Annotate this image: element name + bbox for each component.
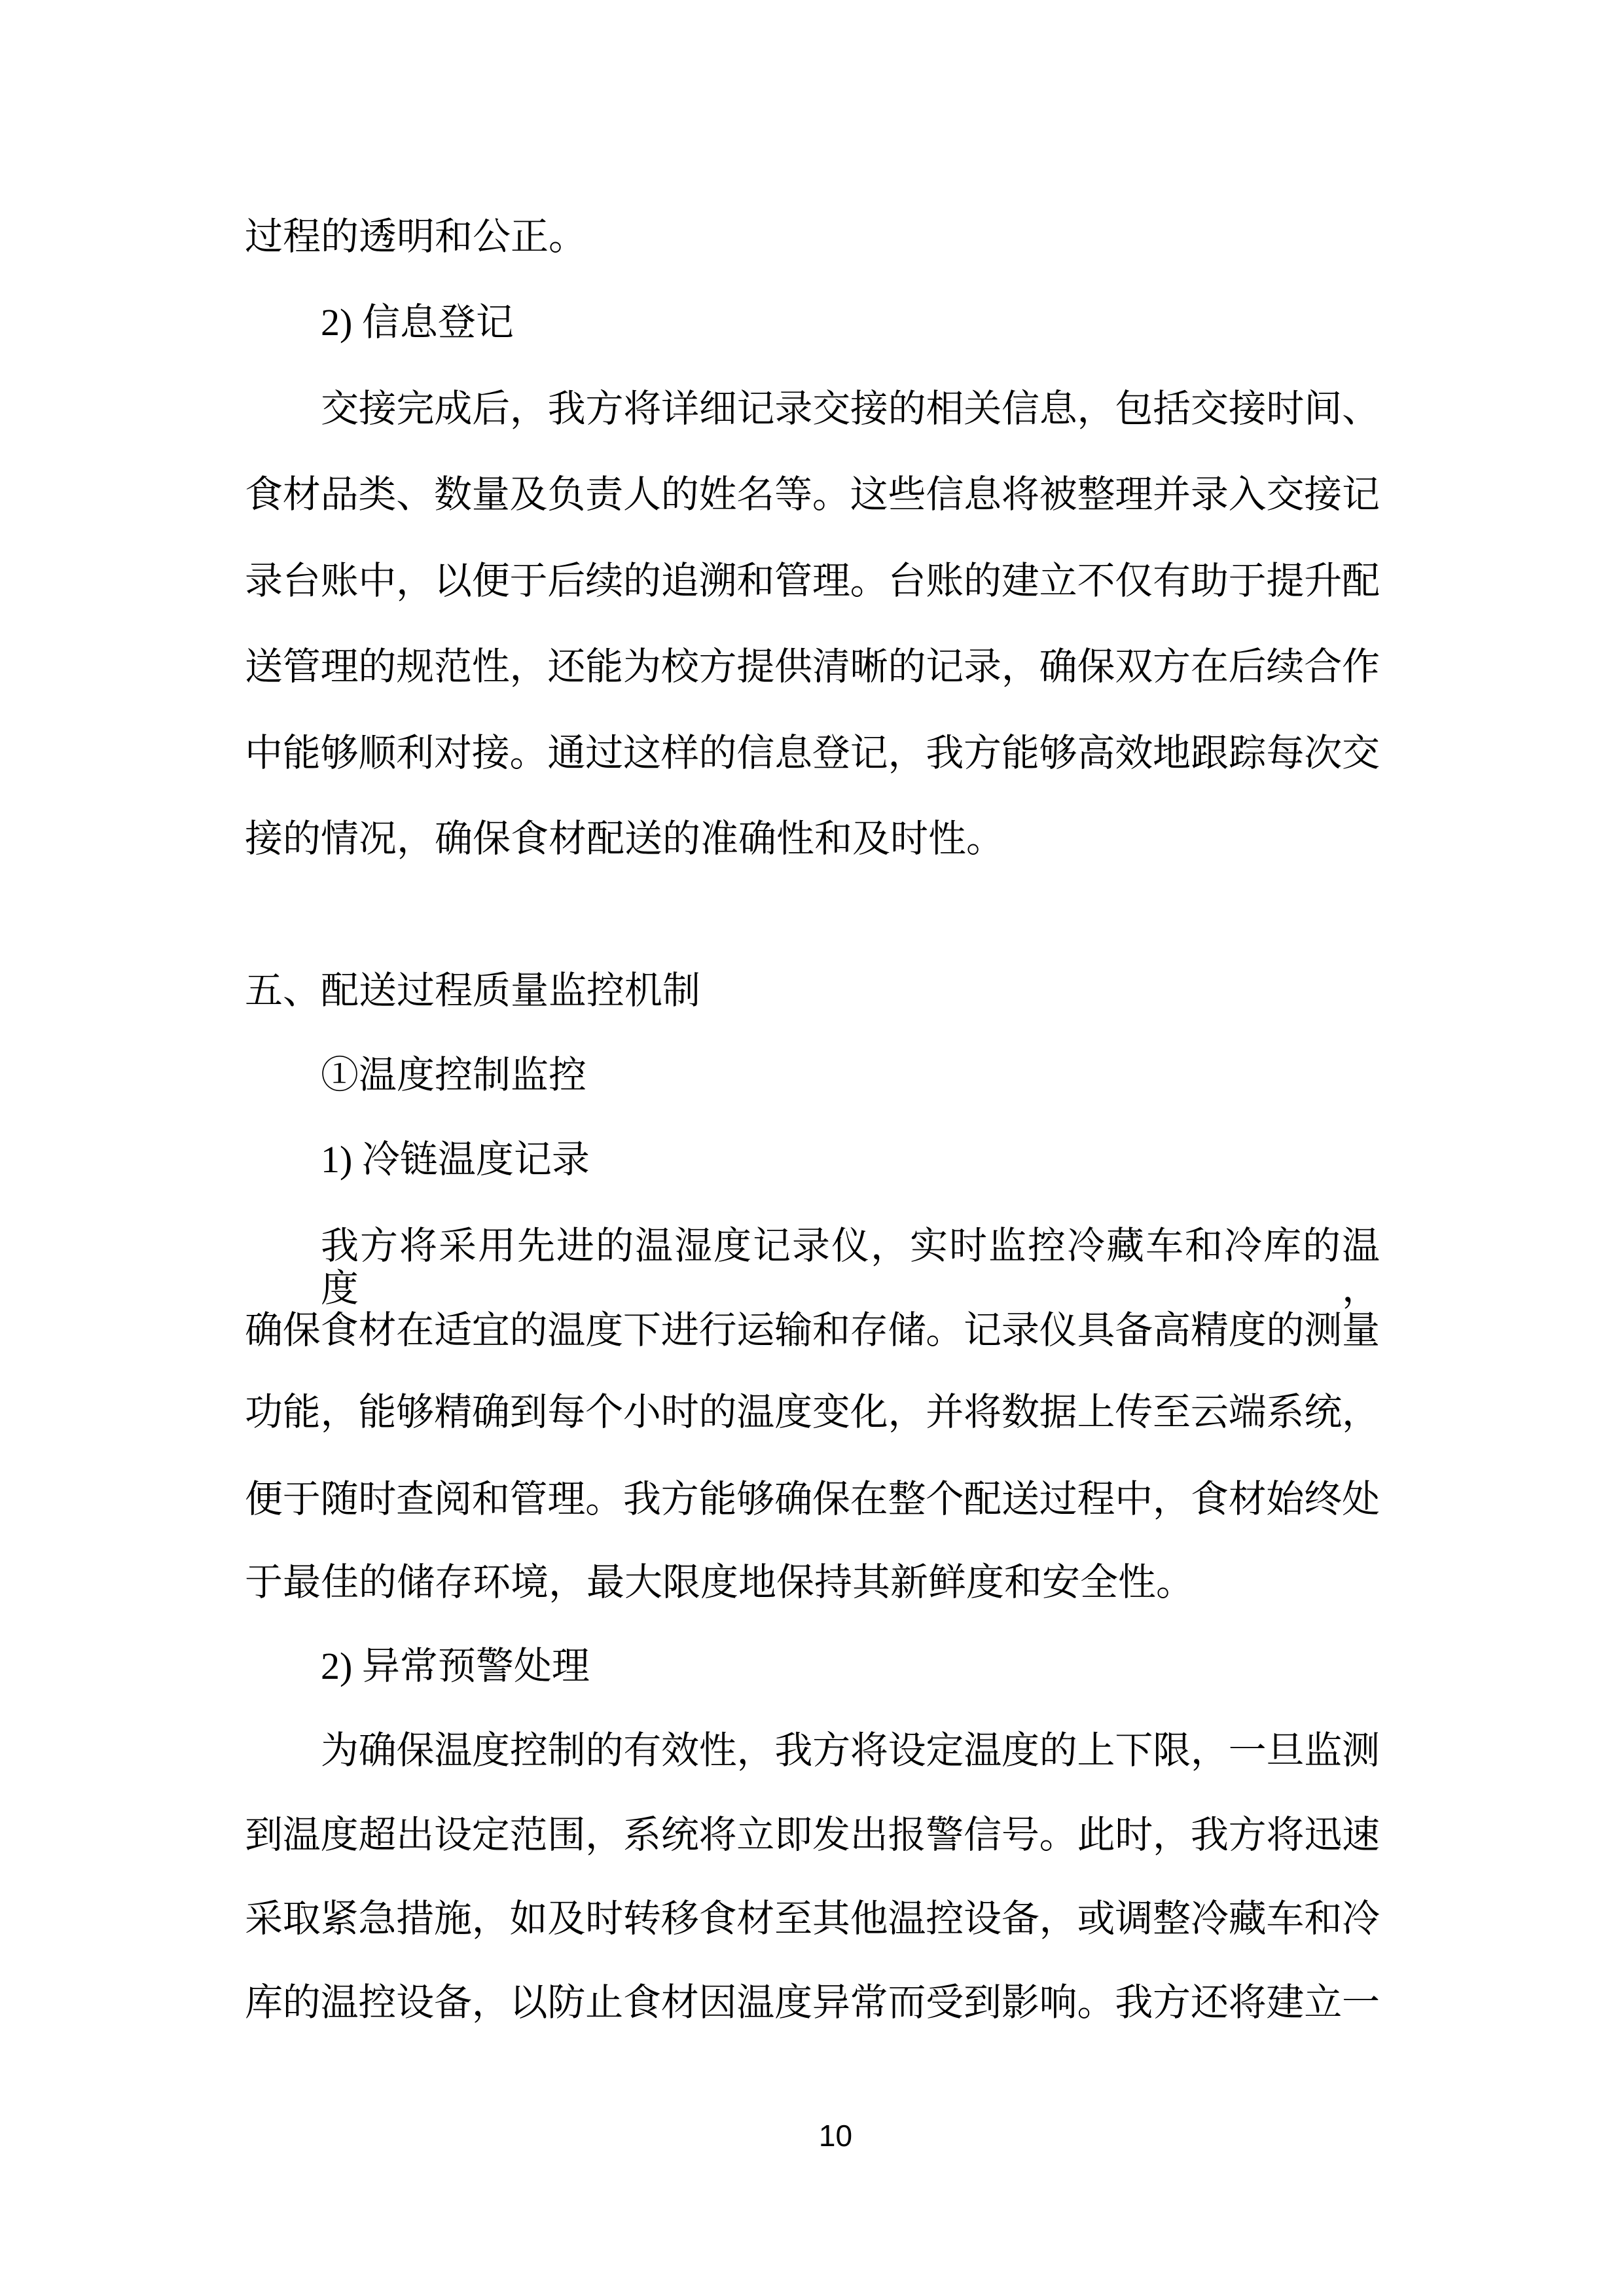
body-line: 功能，能够精确到每个小时的温度变化，并将数据上传至云端系统， <box>245 1391 1379 1433</box>
body-line-subheading: 1) 冷链温度记录 <box>321 1138 590 1181</box>
body-line: 于最佳的储存环境，最大限度地保持其新鲜度和安全性。 <box>245 1561 1195 1604</box>
body-line: 采取紧急措施，如及时转移食材至其他温控设备，或调整冷藏车和冷 <box>245 1897 1379 1940</box>
body-line: 库的温控设备，以防止食材因温度异常而受到影响。我方还将建立一 <box>245 1981 1379 2024</box>
body-line: 我方将采用先进的温湿度记录仪，实时监控冷藏车和冷库的温度， <box>321 1225 1379 1310</box>
body-line: 便于随时查阅和管理。我方能够确保在整个配送过程中，食材始终处 <box>245 1478 1379 1520</box>
page-number: 10 <box>818 2119 853 2153</box>
body-line: 录台账中，以便于后续的追溯和管理。台账的建立不仅有助于提升配 <box>245 560 1379 602</box>
body-line-subheading: 2) 异常预警处理 <box>321 1645 590 1687</box>
body-line: 为确保温度控制的有效性，我方将设定温度的上下限，一旦监测 <box>321 1729 1379 1772</box>
section-heading: 五、配送过程质量监控机制 <box>245 969 701 1012</box>
body-line-subheading: 2) 信息登记 <box>321 301 514 344</box>
body-line: 送管理的规范性，还能为校方提供清晰的记录，确保双方在后续合作 <box>245 645 1379 688</box>
body-line: 确保食材在适宜的温度下进行运输和存储。记录仪具备高精度的测量 <box>245 1309 1379 1352</box>
body-line: 到温度超出设定范围，系统将立即发出报警信号。此时，我方将迅速 <box>245 1814 1379 1856</box>
body-line: 食材品类、数量及负责人的姓名等。这些信息将被整理并录入交接记 <box>245 473 1379 516</box>
body-line-subheading: ①温度控制监控 <box>321 1054 587 1096</box>
body-line: 过程的透明和公正。 <box>245 215 587 258</box>
body-line: 中能够顺利对接。通过这样的信息登记，我方能够高效地跟踪每次交 <box>245 732 1379 774</box>
body-line: 交接完成后，我方将详细记录交接的相关信息，包括交接时间、 <box>321 387 1379 430</box>
body-line: 接的情况，确保食材配送的准确性和及时性。 <box>245 817 1005 860</box>
